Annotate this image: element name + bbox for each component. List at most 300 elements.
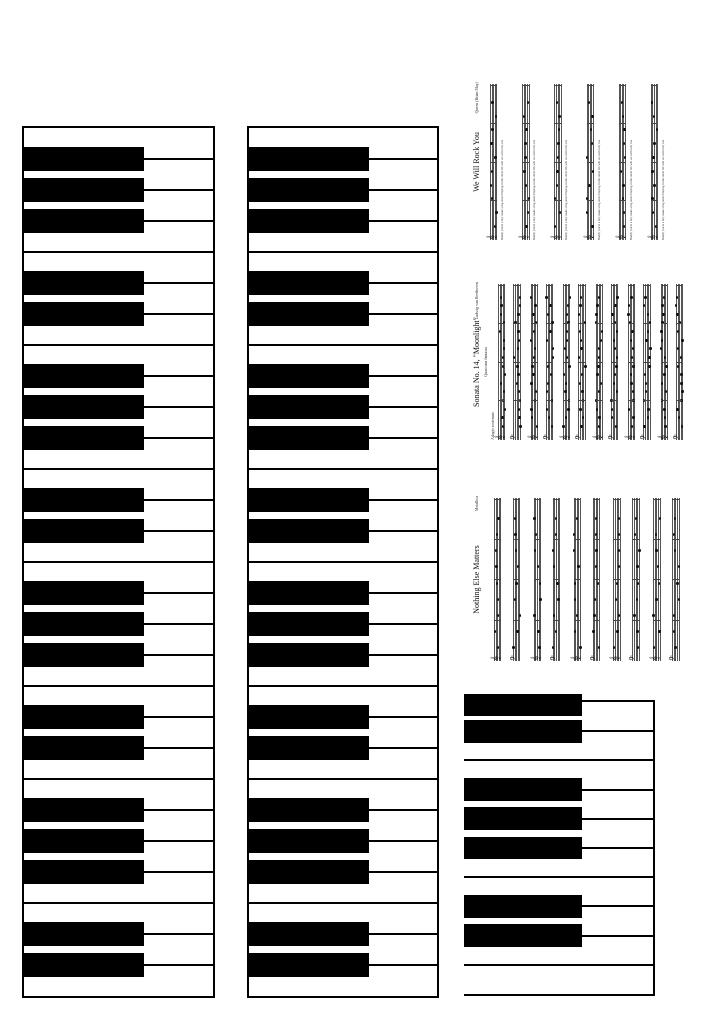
note-head [630, 373, 632, 376]
note-head [496, 533, 498, 536]
note-head [615, 598, 617, 601]
note-head [594, 598, 596, 601]
note-head [659, 517, 661, 520]
note-head [580, 339, 582, 342]
black-key[interactable] [24, 302, 144, 326]
note-head [539, 598, 541, 601]
note-head [598, 646, 600, 649]
white-key-divider [24, 778, 213, 780]
black-key[interactable] [464, 895, 582, 918]
black-key[interactable] [249, 426, 369, 450]
keyboard-left [22, 126, 215, 998]
note-head [647, 408, 649, 411]
note-head [538, 646, 540, 649]
note-head [530, 382, 532, 385]
note-head [504, 408, 506, 411]
black-key[interactable] [249, 147, 369, 171]
note-head [555, 630, 557, 633]
note-head [557, 598, 559, 601]
lyrics-line: Buddy you're a boy make a big noise Playing in the street We will we will rock you [628, 139, 633, 240]
note-head [503, 339, 505, 342]
bass-clef-icon: 𝄢 [588, 655, 599, 661]
treble-clef-icon: 𝄞 [550, 234, 561, 240]
note-head [652, 614, 654, 617]
note-head [660, 330, 662, 333]
note-head [517, 330, 519, 333]
lyrics-line: Buddy you're a boy make a big noise Playing in the street We will we will rock you [532, 139, 537, 240]
note-head [595, 549, 597, 552]
black-key[interactable] [249, 302, 369, 326]
treble-clef-icon: 𝄞 [591, 434, 602, 440]
note-head [502, 425, 504, 428]
treble-clef-icon: 𝄞 [582, 234, 593, 240]
black-key[interactable] [249, 860, 369, 884]
note-head [514, 598, 516, 601]
note-head [519, 296, 521, 299]
note-head [496, 582, 498, 585]
note-head [630, 339, 632, 342]
note-head [527, 101, 529, 104]
note-head [655, 598, 657, 601]
white-key-divider [24, 685, 213, 687]
staff-system [611, 498, 648, 661]
note-head [525, 184, 527, 187]
note-head [638, 549, 640, 552]
black-key[interactable] [249, 209, 369, 233]
black-key[interactable] [249, 364, 369, 388]
note-head [513, 356, 515, 359]
white-key-divider [464, 759, 653, 761]
note-head [658, 582, 660, 585]
white-key-divider [24, 561, 213, 563]
staff-system [651, 498, 688, 661]
note-head [567, 408, 569, 411]
black-key[interactable] [24, 519, 144, 543]
treble-clef-icon: 𝄞 [494, 434, 504, 440]
note-head [588, 184, 590, 187]
staff-system [591, 284, 624, 440]
staff-system [496, 284, 526, 440]
treble-clef-icon: 𝄞 [609, 655, 620, 661]
note-head [515, 582, 517, 585]
note-head [504, 373, 506, 376]
treble-clef-icon: 𝄞 [646, 234, 657, 240]
note-head [495, 211, 497, 214]
black-key[interactable] [24, 426, 144, 450]
black-key[interactable] [24, 395, 144, 419]
black-key[interactable] [249, 953, 369, 977]
bass-clef-icon: 𝄢 [548, 655, 559, 661]
note-head [624, 156, 626, 159]
note-head [590, 128, 592, 131]
note-head [676, 296, 678, 299]
note-head [611, 408, 613, 411]
staff-system [526, 284, 559, 440]
treble-clef-icon: 𝄞 [569, 655, 580, 661]
note-head [653, 184, 655, 187]
note-head [584, 365, 586, 368]
white-key-divider [249, 251, 437, 253]
note-head [677, 365, 679, 368]
note-head [519, 614, 521, 617]
black-key[interactable] [24, 488, 144, 512]
note-head [532, 373, 534, 376]
note-head [616, 296, 618, 299]
staff-system [626, 284, 656, 440]
note-head [674, 646, 676, 649]
note-head [596, 304, 598, 307]
note-head [580, 425, 582, 428]
treble-clef-icon: 𝄞 [518, 234, 529, 240]
black-key[interactable] [464, 807, 582, 830]
note-head [556, 582, 558, 585]
note-head [644, 373, 646, 376]
black-key[interactable] [24, 953, 144, 977]
note-head [614, 373, 616, 376]
note-head [593, 614, 595, 617]
note-head [514, 517, 516, 520]
note-head [645, 339, 647, 342]
staff-system [614, 84, 646, 240]
keyboard-small [464, 700, 655, 996]
note-head [630, 296, 632, 299]
note-head [680, 382, 682, 385]
black-key[interactable] [249, 395, 369, 419]
sheet-composer: Queen (Brian May) [474, 82, 479, 114]
note-head [500, 304, 502, 307]
note-head [490, 184, 492, 187]
note-head [649, 347, 651, 350]
note-head [532, 313, 534, 316]
black-key[interactable] [24, 922, 144, 946]
note-head [549, 304, 551, 307]
note-head [598, 296, 600, 299]
white-key-divider [249, 778, 437, 780]
black-key[interactable] [249, 581, 369, 605]
note-head [680, 373, 682, 376]
black-key[interactable] [249, 736, 369, 760]
staff-system [488, 84, 517, 240]
note-head [592, 630, 594, 633]
note-head [547, 365, 549, 368]
note-head [652, 156, 654, 159]
keyboard-middle [247, 126, 439, 998]
note-head [616, 356, 618, 359]
note-head [502, 356, 504, 359]
note-head [578, 313, 580, 316]
note-head [648, 365, 650, 368]
note-head [681, 425, 683, 428]
note-head [516, 365, 518, 368]
note-head [663, 408, 665, 411]
white-key-divider [24, 344, 213, 346]
note-head [622, 184, 624, 187]
note-head [643, 425, 645, 428]
note-head [653, 142, 655, 145]
note-head [663, 296, 665, 299]
note-head [497, 646, 499, 649]
staff-system [582, 84, 614, 240]
note-head [512, 646, 514, 649]
note-head [579, 408, 581, 411]
black-key[interactable] [24, 829, 144, 853]
note-head [680, 356, 682, 359]
note-head [618, 517, 620, 520]
note-head [676, 313, 678, 316]
note-head [648, 356, 650, 359]
note-head [592, 170, 594, 173]
staff-system [656, 284, 689, 440]
note-head [501, 416, 503, 419]
note-head [523, 115, 525, 118]
note-head [637, 582, 639, 585]
note-head [531, 365, 533, 368]
bass-clef-icon: 𝄢 [508, 655, 519, 661]
note-head [517, 313, 519, 316]
note-head [574, 598, 576, 601]
black-key[interactable] [249, 643, 369, 667]
note-head [676, 582, 678, 585]
treble-clef-icon: 𝄞 [559, 434, 569, 440]
black-key[interactable] [249, 612, 369, 636]
black-key[interactable] [24, 736, 144, 760]
sheet-composer: Metallica [474, 496, 479, 512]
note-head [519, 304, 521, 307]
note-head [597, 365, 599, 368]
note-head [579, 382, 581, 385]
note-head [500, 382, 502, 385]
note-head [534, 304, 536, 307]
note-head [665, 365, 667, 368]
note-head [494, 630, 496, 633]
note-head [578, 356, 580, 359]
black-key[interactable] [24, 643, 144, 667]
note-head [633, 614, 635, 617]
white-key-divider [249, 902, 437, 904]
note-head [600, 382, 602, 385]
note-head [618, 614, 620, 617]
sheet-subtitle: Quasi una fantasia [483, 347, 488, 377]
note-head [555, 517, 557, 520]
sheet-nothing-else-matters [470, 492, 695, 667]
note-head [494, 156, 496, 159]
note-head [631, 425, 633, 428]
lyrics-line: Buddy you're a boy make a big noise Playing in the street We will we will rock you [564, 139, 569, 240]
note-head [552, 347, 554, 350]
note-head [601, 330, 603, 333]
note-head [620, 170, 622, 173]
lyrics-line: Buddy you're a boy make a big noise Playing in the street We will we will rock you [500, 139, 504, 240]
staff-system [646, 84, 678, 240]
black-key[interactable] [249, 922, 369, 946]
white-key-divider [24, 468, 213, 470]
sheet-composer: Ludwig van Beethoven [474, 282, 479, 320]
note-head [566, 330, 568, 333]
note-head [537, 630, 539, 633]
note-head [518, 339, 520, 342]
treble-clef-icon: 𝄞 [614, 234, 625, 240]
black-key[interactable] [249, 798, 369, 822]
black-key[interactable] [24, 798, 144, 822]
note-head [557, 142, 559, 145]
note-head [676, 408, 678, 411]
note-head [530, 408, 532, 411]
black-key[interactable] [24, 209, 144, 233]
black-key[interactable] [464, 924, 582, 947]
note-head [533, 356, 535, 359]
black-key[interactable] [249, 829, 369, 853]
note-head [627, 313, 629, 316]
sheet-title: We Will Rock You [472, 132, 481, 192]
note-head [556, 184, 558, 187]
black-key[interactable] [24, 364, 144, 388]
note-head [655, 549, 657, 552]
sheet-title: Sonata No. 14, "Moonlight" [472, 317, 481, 407]
note-head [651, 101, 653, 104]
sheet-we-will-rock-you [470, 78, 685, 246]
note-head [514, 533, 516, 536]
sheet-tempo: Adagio sostenuto [490, 412, 495, 440]
note-head [637, 646, 639, 649]
note-head [495, 115, 497, 118]
note-head [553, 614, 555, 617]
note-head [530, 339, 532, 342]
staff-system [561, 284, 591, 440]
staff-system [569, 498, 609, 661]
note-head [678, 598, 680, 601]
note-head [681, 339, 683, 342]
staff-system [552, 84, 581, 240]
note-head [630, 382, 632, 385]
black-key[interactable] [464, 778, 582, 801]
note-head [662, 313, 664, 316]
sheet-title: Nothing Else Matters [472, 545, 481, 614]
bass-clef-icon: 𝄢 [574, 434, 585, 440]
white-key-divider [24, 251, 213, 253]
note-head [661, 382, 663, 385]
note-head [579, 304, 581, 307]
note-head [500, 313, 502, 316]
treble-clef-icon: 𝄞 [624, 434, 634, 440]
note-head [566, 313, 568, 316]
note-head [494, 225, 496, 228]
black-key[interactable] [464, 837, 582, 860]
staff-system [520, 84, 549, 240]
black-key[interactable] [24, 271, 144, 295]
note-head [591, 225, 593, 228]
black-key[interactable] [249, 519, 369, 543]
bass-clef-icon: 𝄢 [541, 434, 552, 440]
note-head [518, 416, 520, 419]
black-key[interactable] [24, 178, 144, 202]
white-key-divider [24, 902, 213, 904]
note-head [673, 614, 675, 617]
lyrics-line: Buddy you're a boy make a big noise Playing in the street We will we will rock you [660, 139, 665, 240]
note-head [651, 170, 653, 173]
note-head [516, 630, 518, 633]
note-head [596, 373, 598, 376]
treble-clef-icon: 𝄞 [490, 655, 500, 661]
note-head [490, 142, 492, 145]
bass-clef-icon: 𝄢 [668, 655, 679, 661]
black-key[interactable] [464, 694, 582, 717]
black-key[interactable] [24, 705, 144, 729]
note-head [533, 517, 535, 520]
note-head [664, 356, 666, 359]
note-head [598, 425, 600, 428]
black-key[interactable] [24, 147, 144, 171]
treble-clef-icon: 𝄞 [656, 434, 667, 440]
note-head [500, 296, 502, 299]
black-key[interactable] [24, 860, 144, 884]
white-key-divider [464, 964, 653, 966]
note-head [556, 170, 558, 173]
note-head [632, 365, 634, 368]
note-head [616, 330, 618, 333]
staff-system [529, 498, 569, 661]
note-head [673, 533, 675, 536]
black-key[interactable] [249, 488, 369, 512]
note-head [653, 115, 655, 118]
note-head [547, 313, 549, 316]
note-head [644, 296, 646, 299]
black-key[interactable] [249, 705, 369, 729]
note-head [534, 347, 536, 350]
note-head [549, 330, 551, 333]
note-head [579, 646, 581, 649]
black-key[interactable] [24, 612, 144, 636]
black-key[interactable] [464, 720, 582, 743]
note-head [616, 630, 618, 633]
note-head [556, 101, 558, 104]
black-key[interactable] [249, 271, 369, 295]
bass-clef-icon: 𝄢 [671, 434, 682, 440]
bass-clef-icon: 𝄢 [639, 434, 650, 440]
lyrics-line: Buddy you're a boy make a big noise Playing in the street We will we will rock you [596, 139, 601, 240]
note-head [566, 339, 568, 342]
note-head [552, 356, 554, 359]
note-head [569, 296, 571, 299]
note-head [614, 304, 616, 307]
bass-clef-icon: 𝄢 [606, 434, 617, 440]
sheet-moonlight-sonata [470, 278, 695, 446]
note-head [636, 630, 638, 633]
note-head [568, 365, 570, 368]
note-head [545, 296, 547, 299]
note-head [615, 365, 617, 368]
staff-system [492, 498, 529, 661]
note-head [595, 313, 597, 316]
note-head [524, 142, 526, 145]
note-head [533, 614, 535, 617]
note-head [591, 115, 593, 118]
treble-clef-icon: 𝄞 [526, 434, 537, 440]
note-head [519, 425, 521, 428]
note-head [597, 582, 599, 585]
black-key[interactable] [249, 178, 369, 202]
note-head [523, 170, 525, 173]
treble-clef-icon: 𝄞 [529, 655, 540, 661]
note-head [491, 170, 493, 173]
treble-clef-icon: 𝄞 [649, 655, 660, 661]
note-head [663, 373, 665, 376]
note-head [576, 614, 578, 617]
note-head [536, 425, 538, 428]
white-key-divider [249, 685, 437, 687]
note-head [658, 630, 660, 633]
note-head [491, 101, 493, 104]
black-key[interactable] [24, 581, 144, 605]
